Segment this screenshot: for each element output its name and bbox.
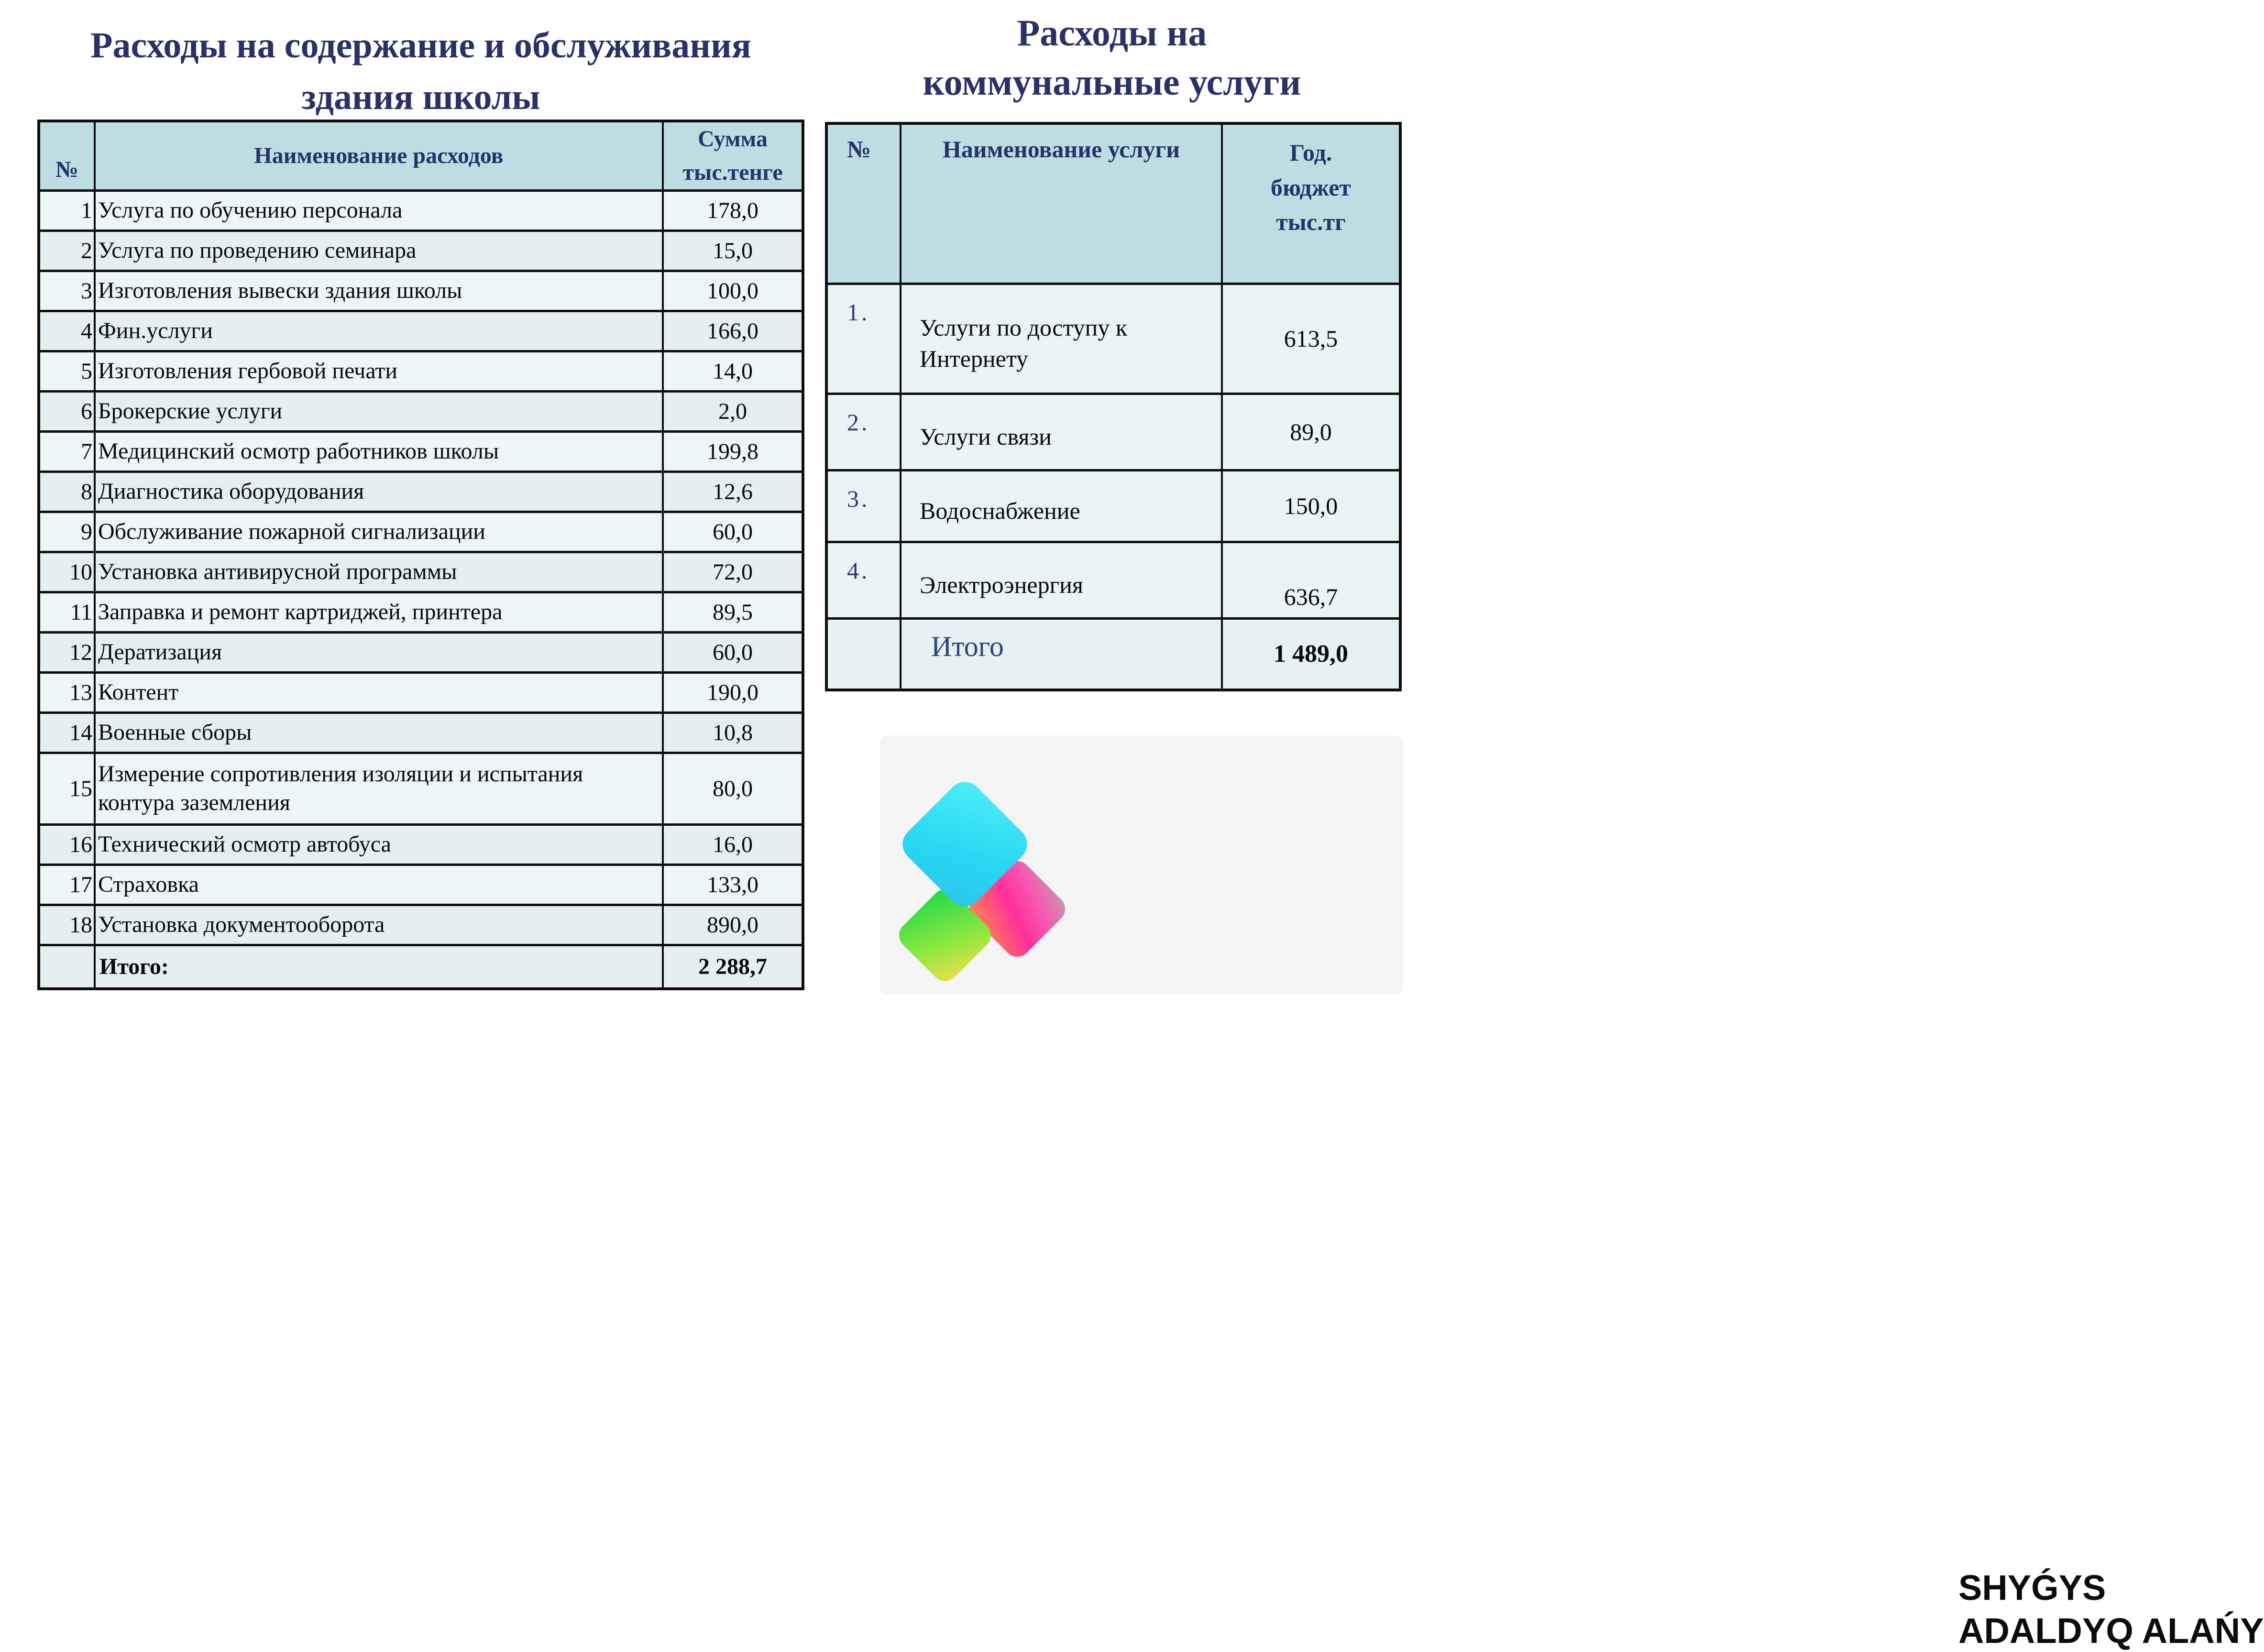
table-row [39, 311, 803, 351]
cell-value: 178,0 [663, 190, 803, 230]
cell-name: Медицинский осмотр работников школы [95, 431, 663, 471]
cell-value: 10,8 [663, 712, 803, 753]
table-row [39, 351, 803, 391]
table-row [826, 542, 1400, 618]
header-sum-line2: бюджет [1271, 174, 1351, 201]
left-table-title [38, 20, 803, 123]
cell-name: Дератизация [95, 632, 663, 672]
cell-num: 3. [826, 470, 901, 542]
cell-num: 10 [39, 552, 95, 592]
cell-value: 12,6 [663, 471, 803, 512]
cell-name: Установка антивирусной программы [95, 552, 663, 592]
cell-num: 6 [39, 391, 95, 431]
cell-value: 636,7 [1222, 542, 1400, 618]
left-table-body [39, 190, 803, 945]
table-row [826, 470, 1400, 542]
cell-value: 890,0 [663, 905, 803, 945]
right-title-line2: коммунальные услуги [923, 61, 1301, 103]
header-sum-line1: Сумма [698, 126, 768, 152]
building-expenses-header [39, 121, 803, 190]
cell-num: 12 [39, 632, 95, 672]
header-name: Наименование услуги [901, 123, 1222, 284]
table-row [39, 824, 803, 864]
logo-text-line1: SHYǴYS [1958, 1568, 2106, 1608]
table-row [826, 394, 1400, 470]
table-row [39, 190, 803, 230]
right-title-line1: Расходы на [1017, 12, 1207, 54]
cell-name: Электроэнергия [901, 542, 1222, 618]
cell-num: 1. [826, 284, 901, 394]
cell-num: 15 [39, 753, 95, 824]
table-row [39, 672, 803, 712]
cell-value: 166,0 [663, 311, 803, 351]
utilities-expenses-table [825, 122, 1402, 691]
cell-value: 199,8 [663, 431, 803, 471]
cell-num: 4. [826, 542, 901, 618]
cell-name: Брокерские услуги [95, 391, 663, 431]
cell-name: Измерение сопротивления изоляции и испытания контура заземления [95, 753, 663, 824]
table-row [39, 905, 803, 945]
cell-num: 2. [826, 394, 901, 470]
cell-value: 89,5 [663, 592, 803, 632]
cell-num: 14 [39, 712, 95, 753]
cell-name: Контент [95, 672, 663, 712]
right-table-body [826, 284, 1400, 618]
cell-num: 3 [39, 271, 95, 311]
left-title-line2: здания школы [301, 77, 540, 117]
cell-name: Водоснабжение [901, 470, 1222, 542]
cell-value: 60,0 [663, 632, 803, 672]
cell-value: 150,0 [1222, 470, 1400, 542]
cell-name: Услуги по доступу к Интернету [901, 284, 1222, 394]
cell-num: 13 [39, 672, 95, 712]
cell-name: Услуга по обучению персонала [95, 190, 663, 230]
cell-num: 17 [39, 864, 95, 905]
right-table-total [826, 618, 1400, 690]
header-row [826, 123, 1400, 284]
logo-text [1958, 1566, 2264, 1652]
cell-value: 100,0 [663, 271, 803, 311]
right-table-title [825, 9, 1399, 107]
table-row [39, 864, 803, 905]
cell-num: 2 [39, 230, 95, 271]
header-sum-line2: тыс.тенге [682, 159, 783, 185]
cell-value: 16,0 [663, 824, 803, 864]
cell-name: Заправка и ремонт картриджей, принтера [95, 592, 663, 632]
header-sum-line1: Год. [1289, 139, 1332, 166]
table-row [39, 592, 803, 632]
cell-num: 5 [39, 351, 95, 391]
table-row [39, 471, 803, 512]
cell-name: Обслуживание пожарной сигнализации [95, 512, 663, 552]
cell-num: 16 [39, 824, 95, 864]
table-row [39, 271, 803, 311]
utilities-header [826, 123, 1400, 284]
cell-num: 9 [39, 512, 95, 552]
cell-num: 11 [39, 592, 95, 632]
cell-name: Установка документооборота [95, 905, 663, 945]
header-sum [663, 121, 803, 190]
cell-value: 613,5 [1222, 284, 1400, 394]
cell-num: 4 [39, 311, 95, 351]
table-row [39, 391, 803, 431]
cell-num: 7 [39, 431, 95, 471]
cell-name: Технический осмотр автобуса [95, 824, 663, 864]
header-name: Наименование расходов [95, 121, 663, 190]
cell-value: 80,0 [663, 753, 803, 824]
cell-value: 190,0 [663, 672, 803, 712]
header-sum [1222, 123, 1400, 284]
cell-value: 72,0 [663, 552, 803, 592]
cell-value: 15,0 [663, 230, 803, 271]
building-expenses-table [37, 120, 804, 990]
total-label: Итого [901, 618, 1222, 690]
left-table-total [39, 945, 803, 989]
logo-text-line2: ADALDYQ ALAŃY [1958, 1610, 2264, 1651]
table-row [39, 632, 803, 672]
cell-name: Изготовления гербовой печати [95, 351, 663, 391]
total-row [826, 618, 1400, 690]
table-row [39, 512, 803, 552]
header-num: № [826, 123, 901, 284]
table-row [39, 230, 803, 271]
cell-name: Услуги связи [901, 394, 1222, 470]
cell-value: 60,0 [663, 512, 803, 552]
cell-value: 133,0 [663, 864, 803, 905]
total-value: 2 288,7 [663, 945, 803, 989]
total-num-cell [826, 618, 901, 690]
header-row [39, 121, 803, 190]
cell-num: 1 [39, 190, 95, 230]
total-label: Итого: [95, 945, 663, 989]
total-num-cell [39, 945, 95, 989]
cell-name: Диагностика оборудования [95, 471, 663, 512]
cell-value: 89,0 [1222, 394, 1400, 470]
cell-name: Страховка [95, 864, 663, 905]
table-row [39, 753, 803, 824]
table-row [39, 431, 803, 471]
cell-name: Изготовления вывески здания школы [95, 271, 663, 311]
header-num: № [39, 121, 95, 190]
total-value: 1 489,0 [1222, 618, 1400, 690]
cell-name: Фин.услуги [95, 311, 663, 351]
left-title-line1: Расходы на содержание и обслуживания [90, 25, 751, 66]
table-row [826, 284, 1400, 394]
table-row [39, 552, 803, 592]
header-sum-line3: тыс.тг [1276, 208, 1346, 235]
cell-value: 2,0 [663, 391, 803, 431]
table-row [39, 712, 803, 753]
cell-value: 14,0 [663, 351, 803, 391]
cell-name: Услуга по проведению семинара [95, 230, 663, 271]
cell-num: 18 [39, 905, 95, 945]
cell-name: Военные сборы [95, 712, 663, 753]
cell-num: 8 [39, 471, 95, 512]
total-row [39, 945, 803, 989]
